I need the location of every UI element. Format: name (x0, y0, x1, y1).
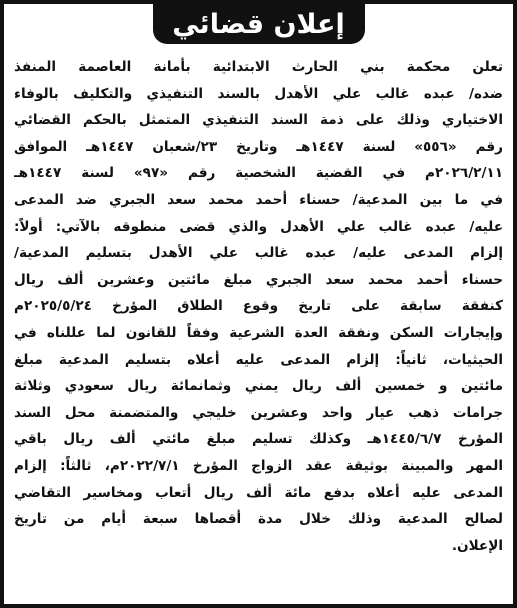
notice-line: ضده/ عبده غالب علي الأهدل بالسند التنفيذي والتكليف بالوفاء (14, 85, 503, 102)
notice-line: عليه/ عبده غالب علي الأهدل والذي قضى منطوقه بالآتي: أولاً: (14, 218, 503, 235)
notice-line: إلزام المدعى عليه/ عبده غالب علي الأهدل بتسليم المدعية/ (14, 245, 503, 262)
notice-line: المدعى عليه أعلاه بدفع مائة ألف ريال أتعاب ومخاسير التقاضي (14, 484, 503, 501)
notice-line: المؤرخ ١٤٤٥/٦/٧هـ وكذلك تسليم مبلغ مائتي ألف ريال باقي (14, 431, 503, 448)
notice-line: المهر والمبينة بوثيقة عقد الزواج المؤرخ ٢٠٢٢/٧/١م، ثالثاً: إلزام (14, 457, 503, 474)
notice-title: إعلان قضائي (172, 8, 345, 40)
notice-line: وإيجارات السكن ونفقة العدة الشرعية وفقاً للقانون لما عللناه في (14, 324, 503, 341)
notice-line: تعلن محكمة بني الحارث الابتدائية بأمانة العاصمة المنفذ (14, 59, 503, 75)
notice-line: كنفقة سابقة على تاريخ وقوع الطلاق المؤرخ ٢٠٢٥/٥/٢٤م (14, 298, 503, 315)
notice-line: الاختياري وذلك على ذمة السند التنفيذي المتمثل بالحكم القضائي (14, 112, 503, 129)
notice-line-last: الإعلان. (451, 537, 503, 554)
notice-line: مائتين و خمسين ألف ريال يمني وثمانمائة ريال سعودي وثلاثة (14, 378, 503, 395)
notice-line: الحيثيات، ثانياً: إلزام المدعى عليه أعلاه بتسليم المدعية مبلغ (14, 351, 503, 368)
notice-body (14, 54, 503, 559)
notice-line: جرامات ذهب عيار واحد وعشرين خليجي والمتضمنة محل السند (14, 404, 503, 421)
notice-line: في ما بين المدعية/ حسناء أحمد محمد سعد الجبري ضد المدعى (14, 191, 503, 208)
notice-line: رقم «٥٥٦» لسنة ١٤٤٧هـ وتاريخ ٢٣/شعبان ١٤٤٧هـ الموافق (14, 138, 503, 155)
notice-line: ٢٠٢٦/٢/١١م في القضية الشخصية رقم «٩٧» لسنة ١٤٤٧هـ (14, 165, 503, 182)
notice-header (153, 4, 365, 44)
notice-line: حسناء أحمد محمد سعد الجبري مبلغ مائتين وعشرين ألف ريال (14, 271, 503, 288)
notice-line: لصالح المدعية وذلك خلال مدة أقصاها سبعة أيام من تاريخ (14, 511, 503, 528)
